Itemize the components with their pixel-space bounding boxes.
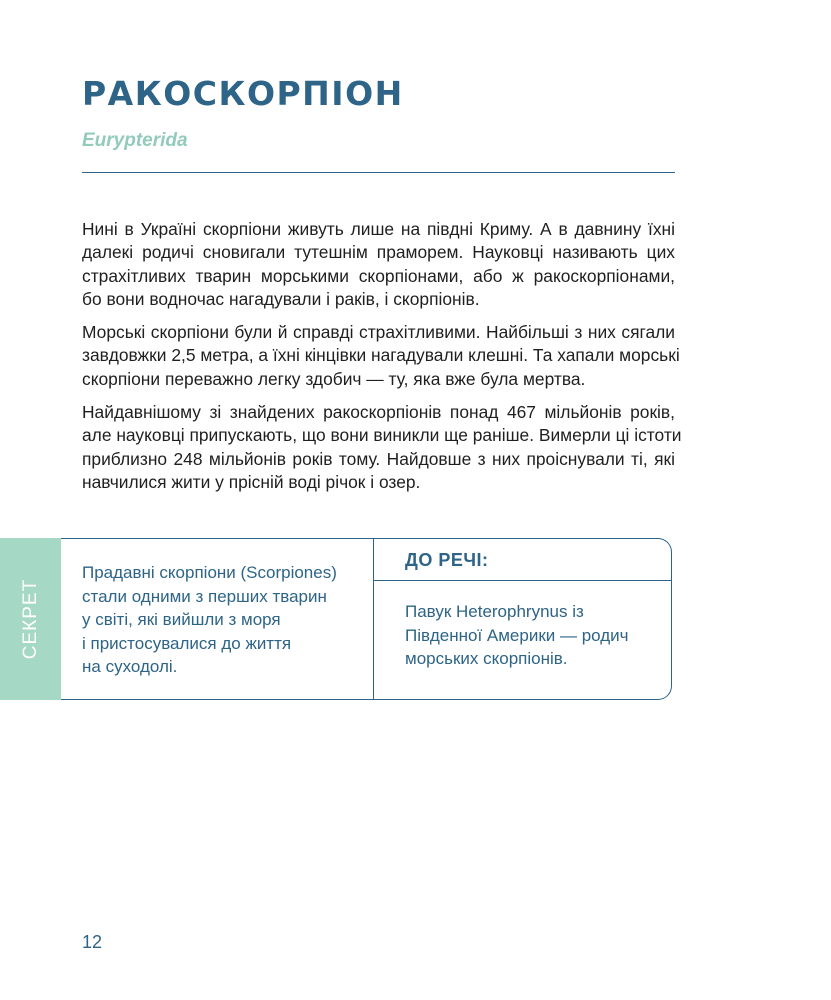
text-line: Морські скорпіони були й справді страхітливими. Найбільші з них сягали bbox=[82, 322, 675, 343]
secret-line: у світі, які вийшли з моря bbox=[82, 610, 281, 629]
aside-line: Південної Америки — родич bbox=[405, 625, 629, 645]
page-number: 12 bbox=[82, 932, 103, 952]
secret-tab-label: СЕКРЕТ bbox=[19, 578, 41, 660]
box-horizontal-divider bbox=[373, 580, 671, 581]
page-title: РАКОСКОРПІОН bbox=[82, 74, 404, 113]
secret-line: і пристосувалися до життя bbox=[82, 633, 292, 653]
title-divider bbox=[82, 172, 675, 173]
article-body bbox=[82, 218, 682, 504]
secret-line: на суходолі. bbox=[82, 657, 178, 676]
secret-line: Прадавні скорпіони (Scorpiones) bbox=[82, 563, 337, 582]
text-line: приблизно 248 мільйонів років тому. Найдовше з них проіснували ті, які bbox=[82, 448, 675, 469]
text-line: бо вони водночас нагадували і раків, і скорпіонів. bbox=[82, 288, 480, 309]
info-box bbox=[61, 538, 672, 700]
text-line: навчилися жити у прісній воді річок і озер. bbox=[82, 471, 421, 492]
aside-heading: ДО РЕЧІ: bbox=[405, 550, 489, 570]
text-line: страхітливих тварин морськими скорпіонами, або ж ракоскорпіонами, bbox=[82, 265, 675, 286]
text-line: Нині в Україні скорпіони живуть лише на півдні Криму. А в давнину їхні bbox=[82, 219, 675, 239]
text-line: завдовжки 2,5 метра, а їхні кінцівки нагадували клешні. Та хапали морські bbox=[82, 345, 680, 366]
aside-text bbox=[405, 600, 665, 671]
paragraph bbox=[82, 218, 675, 311]
secret-line: стали одними з перших тварин bbox=[82, 586, 327, 606]
text-line: але науковці припускають, що вони виникли ще раніше. Вимерли ці істоти bbox=[82, 425, 682, 446]
text-line: далекі родичі сновигали тутешнім праморем. Науковці називають цих bbox=[82, 242, 675, 263]
paragraph bbox=[82, 321, 680, 391]
text-line: Найдавнішому зі знайдених ракоскорпіонів понад 467 мільйонів років, bbox=[82, 402, 675, 423]
paragraph bbox=[82, 401, 682, 494]
secret-tab bbox=[0, 538, 61, 700]
text-line: скорпіони переважно легку здобич — ту, яка вже була мертва. bbox=[82, 368, 586, 389]
box-vertical-divider bbox=[373, 539, 374, 699]
latin-name: Eurypterida bbox=[82, 130, 188, 151]
secret-text bbox=[82, 561, 372, 679]
aside-line: Павук Heterophrynus із bbox=[405, 602, 584, 621]
aside-line: морських скорпіонів. bbox=[405, 649, 568, 668]
